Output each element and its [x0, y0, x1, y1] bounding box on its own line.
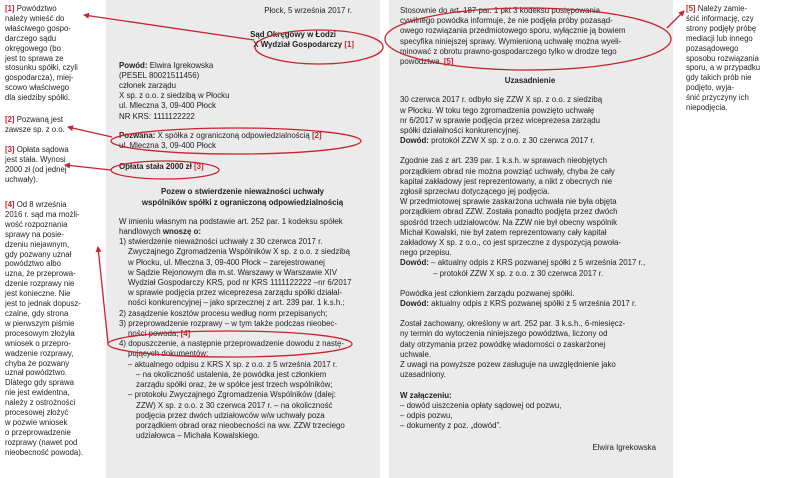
para-2-line: W przedmiotowej sprawie zaskarżona uchwała nie była objęta — [400, 197, 617, 207]
evidence-line: – na okoliczność ustalenia, że powódka jest członkiem — [136, 369, 327, 379]
proof-label: Dowód: — [400, 299, 429, 309]
note-text: mediacji lub innego — [686, 33, 753, 43]
evidence-line: zarządu spółki oraz, że w spółce jest trzech wspólników; — [136, 380, 333, 390]
note-text: gdy takich prób nie — [686, 73, 752, 83]
para-4-line: uchwale. — [400, 349, 432, 359]
item-1-line: 1) stwierdzenie nieważności uchwały z 30 czerwca 2017 r. — [119, 237, 323, 247]
para-3-line: Powódka jest członkiem zarządu pozwanej spółki. — [400, 288, 575, 298]
para-2-line: Michał Kowalski, nie był zatem reprezentowany cały kapitał — [400, 227, 607, 237]
ref-4: [4] — [180, 329, 191, 339]
proof-label: Dowód: — [400, 136, 429, 146]
para-2-line: zakładowy X sp. z o.o., co jest sprzeczne z dyspozycją powoła- — [400, 238, 622, 248]
para-2-line: nego przepisu. — [400, 248, 452, 258]
margin-note-4 — [5, 200, 103, 458]
evidence-line: podjęcia przez dwóch udziałowców w/w uchwały poza — [136, 410, 325, 420]
note-text: Powództwo — [16, 4, 57, 13]
note-text: procesowym złożyła — [5, 328, 75, 338]
evidence-line: – protokołu Zwyczajnego Zgromadzenia Wspólników (dalej: — [128, 390, 336, 400]
para-2-line: kapitał zakładowy jest reprezentowany, a nikt z obecnych nie — [400, 176, 613, 186]
note-text: dzeniu niejawnym, — [5, 239, 70, 249]
defendant-row — [119, 131, 366, 141]
mediation-line: cywilnego powódka informuje, że nie podjęła próby pozasąd- — [400, 16, 613, 26]
ref-5: [5] — [443, 57, 454, 67]
note-text: zawsze sp. z o.o. — [5, 124, 65, 134]
ref-2: [2] — [312, 130, 322, 140]
para-2-line: Zgodnie zaś z art. 239 par. 1 k.s.h. w sprawach nieobjętych — [400, 156, 608, 166]
item-3-line-1: 3) przeprowadzenie rozprawy – w tym także podczas nieobec- — [119, 318, 337, 328]
margin-note-3 — [5, 145, 103, 185]
para-1-line: spółki działalności konkurencyjnej. — [400, 126, 521, 136]
item-4-line: pujących dokumentów: — [128, 349, 209, 359]
court-line-2-row — [119, 40, 366, 50]
note-text: w pozwie wniosek — [5, 417, 68, 427]
plaintiff-label: Powód: — [119, 60, 148, 70]
note-text: pozasądowego — [686, 43, 739, 53]
intro-line-1: W imieniu własnym na podstawie art. 252 par. 1 kodeksu spółek — [119, 216, 343, 226]
note-text: powództwo albo — [5, 259, 61, 269]
evidence-line: ZZW) X sp. z o.o. z 30 czerwca 2017 r. – na okoliczność — [136, 400, 333, 410]
note-text: nieobecność powoda). — [5, 447, 84, 457]
title-line-2: wspólników spółki z ograniczoną odpowiedzialnością — [141, 197, 344, 207]
margin-note-2 — [5, 115, 103, 135]
mediation-line: powództwa. — [400, 57, 442, 67]
note-text: śnić przyczyny ich — [686, 93, 749, 103]
defendant-address: ul. Mleczna 3, 09-400 Płock — [119, 141, 216, 151]
evidence-line: – aktualnego odpisu z KRS X sp. z o.o. z 5 września 2017 r. — [128, 359, 338, 369]
court-line-2: X Wydział Gospodarczy — [253, 40, 343, 50]
note-text: uchwały). — [5, 174, 38, 184]
ref-3: [3] — [194, 162, 204, 172]
note-text: wość rozpoznania — [5, 219, 68, 229]
item-1-line: w Płocku, ul. Mleczna 3, 09-400 Płock – zarejestrowanej — [128, 257, 325, 267]
para-4-line: Z uwagi na powyższe pozew zasługuje na uwzględnienie jako — [400, 360, 616, 370]
note-text: niepodjęcia. — [686, 103, 728, 113]
para-3-proof — [400, 299, 660, 309]
note-text: wniosek o przepro- — [5, 338, 71, 348]
plaintiff-line: NR KRS: 1111122222 — [119, 111, 195, 121]
document-page-left — [106, 0, 380, 478]
proof-text: protokół ZZW X sp. z o.o. z 30 czerwca 2017 r. — [428, 136, 595, 146]
note-text: Od 8 września — [16, 200, 67, 209]
item-1-line: w sprawie podjęcia przez wiceprezesa zarządu spółki działal- — [128, 288, 343, 298]
para-2-line: spośród trzech udziałowców. Na ZZW nie był obecny wspólnik — [400, 217, 618, 227]
attachment-item: – dowód uiszczenia opłaty sądowej od pozwu, — [400, 400, 562, 410]
proof-text: – aktualny odpis z KRS pozwanej spółki z 5 września 2017 r., — [428, 258, 646, 268]
note-text: dla siedziby spółki. — [5, 93, 71, 103]
proof-label: Dowód: — [400, 258, 429, 268]
defendant-label: Pozwana: — [119, 130, 156, 140]
para-2-line: porządkiem obrad ZZW. Została ponadto podjęta przez dwóch — [400, 207, 618, 217]
note-text: Pozwaną jest — [16, 115, 64, 124]
note-text: gdy pozwany uznał — [5, 249, 72, 259]
item-1-line: w Sądzie Rejonowym dla m.st. Warszawy w Warszawie XIV — [128, 267, 338, 277]
note-text: strony podjęły próbę — [686, 23, 757, 33]
para-1-line: w Płocku. W toku tego zgromadzenia powzięto uchwałę — [400, 105, 595, 115]
note-text: jest konieczne. Nie — [5, 289, 71, 299]
note-text: sprawy na posie- — [5, 229, 64, 239]
mediation-line: specyfika niniejszej sprawy. Wymienioną uchwałę można wyeli- — [400, 36, 622, 46]
para-4-line: daty otrzymania przez powódkę wiadomości o zaskarżonej — [400, 339, 606, 349]
item-4-line: 4) dopuszczenie, a następnie przeprowadzenie dowodu z nastę- — [119, 339, 345, 349]
note-number: [1] — [5, 4, 15, 13]
para-4-line: ny termin do wytoczenia niniejszego powództwa, liczony od — [400, 329, 608, 339]
item-3-line-2: ności powoda; — [128, 329, 179, 339]
plaintiff-line: ul. Mleczna 3, 09-400 Płock — [119, 101, 216, 111]
attachments-label: W załączeniu: — [400, 390, 452, 400]
note-text: właściwego gospo- — [5, 23, 71, 33]
note-text: uznał powództwo. — [5, 368, 67, 378]
note-text: okręgowego (bo — [5, 43, 61, 53]
evidence-line: porządkiem obrad oraz nieobecności na ww. ZZW trzeciego — [136, 420, 345, 430]
note-text: wadzenie rozprawy, — [5, 348, 74, 358]
note-text: 2016 r. sąd ma możli- — [5, 209, 80, 219]
note-text: Dlatego gdy sprawa — [5, 378, 74, 388]
note-text: ścić informację, czy — [686, 13, 754, 23]
mediation-line: owego rozwiązania przedmiotowego sporu, wyłącznie ją bowiem — [400, 26, 626, 36]
note-text: czalne, gdy strona — [5, 308, 69, 318]
signature: Elwira Igrekowska — [592, 443, 656, 453]
note-text: Opłata sądowa — [16, 145, 69, 154]
note-text: sposobu rozwiązania — [686, 53, 759, 63]
note-text: rozprawy (nawet pod — [5, 437, 78, 447]
note-text: 2000 zł (od jednej — [5, 164, 67, 174]
para-2-line: porządkiem obrad nie można powziąć uchwały, chyba że cały — [400, 166, 615, 176]
item-1-line: ności konkurencyjnej – jako sprzecznej z art. 239 par. 1 k.s.h.; — [128, 298, 345, 308]
note-number: [5] — [686, 4, 696, 13]
note-text: dzenie rozprawy nie — [5, 279, 75, 289]
note-number: [3] — [5, 145, 15, 154]
plaintiff-line: X sp. z o.o. z siedzibą w Płocku — [119, 91, 230, 101]
para-1-proof — [400, 136, 660, 146]
document-page-right — [389, 0, 673, 478]
note-text: procesowej złożyć — [5, 408, 69, 418]
note-text: stosunku spółki, czyli — [5, 63, 78, 73]
plaintiff-line: członek zarządu — [119, 81, 177, 91]
note-text: o przeprowadzenie — [5, 427, 71, 437]
note-text: nie jest ewidentna, — [5, 388, 70, 398]
para-4-line: uzasadniony. — [400, 370, 446, 380]
note-text: należy wnieść do — [5, 13, 65, 23]
para-4-line: Został zachowany, określony w art. 252 par. 3 k.s.h., 6-miesięcz- — [400, 319, 626, 329]
note-number: [4] — [5, 200, 15, 209]
mediation-last-row — [400, 57, 660, 67]
place-date: Płock, 5 września 2017 r. — [264, 6, 352, 15]
fee-row — [119, 162, 366, 172]
mediation-line: minować z obrotu prawno-gospodarczego tylko w drodze tego — [400, 46, 617, 56]
note-text: Należy zamie- — [697, 4, 748, 13]
item-2: 2) zasądzenie kosztów procesu według norm przepisanych; — [119, 308, 328, 318]
note-text: jest to sprawa ze — [5, 53, 64, 63]
para-2-proof — [400, 258, 660, 268]
plaintiff-row — [119, 61, 366, 71]
attachment-item: – dokumenty z poz. „dowód”. — [400, 421, 502, 431]
note-text: gospodarcza), miej- — [5, 73, 74, 83]
note-text: scowo właściwego — [5, 83, 70, 93]
title-line-1: Pozew o stwierdzenie nieważności uchwały — [160, 187, 325, 197]
para-2-line: zgłosił sprzeciwu dotyczącego jej podjęcia. — [400, 187, 550, 197]
attachment-item: – odpis pozwu, — [400, 410, 453, 420]
proof-text: aktualny odpis z KRS pozwanej spółki z 5 września 2017 r. — [428, 299, 637, 309]
justification-heading: Uzasadnienie — [504, 76, 556, 86]
margin-note-5 — [686, 4, 786, 113]
note-number: [2] — [5, 115, 15, 124]
note-text: sporu, a w przypadku — [686, 63, 761, 73]
para-1-line: nr 6/2017 w sprawie podjęcia przez wiceprezesa zarządu — [400, 115, 601, 125]
item-1-line: Wydział Gospodarczy KRS, pod nr KRS 1111122222 –nr 6/2017 — [128, 278, 352, 288]
plaintiff-line: (PESEL 80021511456) — [119, 70, 200, 80]
item-3-line-2-row — [119, 329, 366, 339]
note-text: jest to jednak dopusz- — [5, 299, 81, 309]
margin-note-1 — [5, 4, 103, 103]
note-text: uzna, że przeprowa- — [5, 269, 76, 279]
evidence-line: udziałowca – Michała Kowalskiego. — [136, 431, 260, 441]
mediation-line: Stosownie do art. 187 par. 1 pkt 3 kodeksu postępowania — [400, 6, 601, 15]
note-text: podjęto, wyja- — [686, 83, 735, 93]
intro-request: wnoszę o: — [162, 227, 202, 237]
note-text: jest stała. Wynosi — [5, 154, 66, 164]
defendant-text: X spółka z ograniczoną odpowiedzialnością — [155, 130, 310, 140]
note-text: należy z ostrożności — [5, 398, 76, 408]
note-text: darczego sądu — [5, 33, 57, 43]
note-text: chyba że pozwany — [5, 358, 70, 368]
fee-text: Opłata stała 2000 zł — [119, 162, 192, 172]
item-1-line: Zwyczajnego Zgromadzenia Wspólników X sp. z o.o. z siedzibą — [128, 247, 350, 257]
plaintiff-name: Elwira Igrekowska — [147, 60, 214, 70]
court-line-1: Sąd Okręgowy w Łodzi — [250, 30, 336, 40]
note-text: w pierwszym piśmie — [5, 318, 75, 328]
ref-1: [1] — [344, 40, 354, 50]
para-1-line: 30 czerwca 2017 r. odbyło się ZZW X sp. z o.o. z siedzibą — [400, 95, 603, 105]
para-2-proof-2: – protokół ZZW X sp. z o.o. z 30 czerwca 2017 r. — [433, 268, 604, 278]
intro-line-2 — [119, 227, 366, 237]
intro-text: handlowych — [119, 227, 163, 237]
